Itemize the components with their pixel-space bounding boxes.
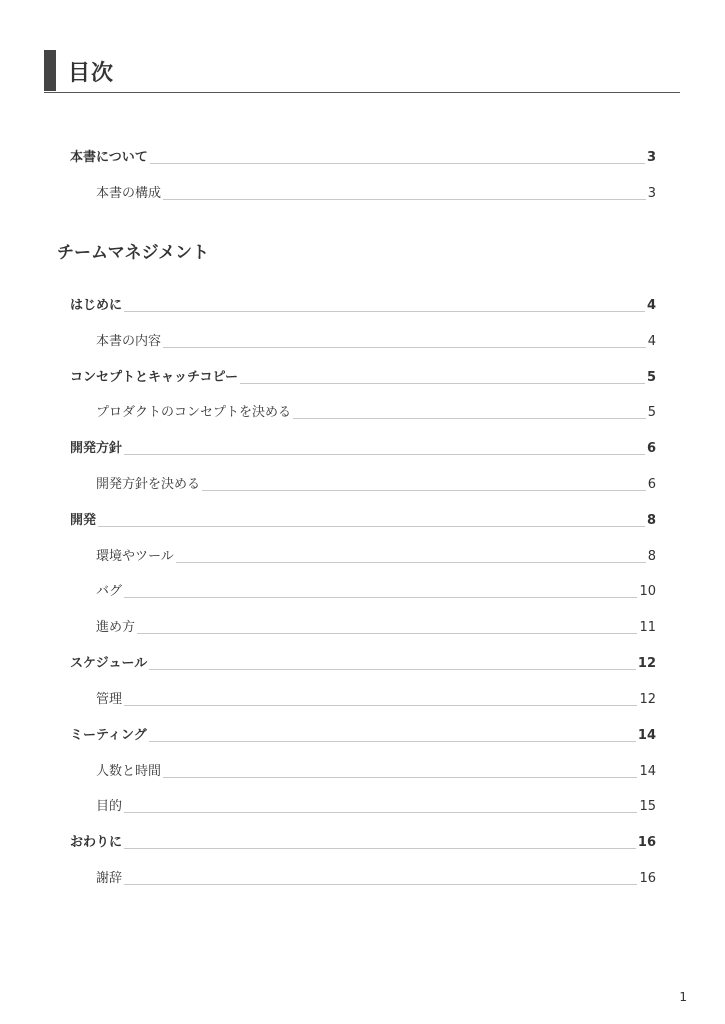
- toc-entry-page: 16: [639, 871, 656, 886]
- toc-entry-label: 管理: [96, 692, 123, 707]
- toc-entry-main[interactable]: [70, 368, 656, 386]
- part-heading: チームマネジメント: [57, 243, 210, 263]
- toc-entry-main[interactable]: [70, 511, 656, 529]
- toc-entry-label: スケジュール: [70, 656, 148, 671]
- toc-entry-label: 本書について: [70, 150, 148, 165]
- toc-entry-page: 14: [639, 764, 656, 779]
- dot-leader: [124, 597, 637, 598]
- dot-leader: [137, 633, 637, 634]
- toc-entry-label: バグ: [96, 584, 123, 599]
- toc-entry-page: 4: [647, 334, 656, 349]
- toc-entry-main[interactable]: [70, 654, 656, 672]
- toc-entry-page: 8: [646, 513, 656, 528]
- toc-entry-page: 12: [639, 692, 656, 707]
- toc-entry-sub[interactable]: [96, 762, 656, 780]
- dot-leader: [149, 669, 636, 670]
- dot-leader: [150, 163, 645, 164]
- toc-title-block: [44, 50, 680, 93]
- toc-entry-page: 5: [647, 405, 656, 420]
- toc-entry-main[interactable]: [70, 296, 656, 314]
- dot-leader: [163, 347, 646, 348]
- dot-leader: [176, 562, 646, 563]
- dot-leader: [124, 848, 636, 849]
- toc-entry-page: 3: [647, 186, 656, 201]
- page-number: 1: [679, 990, 687, 1004]
- toc-entry-label: 環境やツール: [96, 549, 174, 564]
- toc-entry-page: 5: [646, 370, 656, 385]
- toc-entry-main[interactable]: [70, 148, 656, 166]
- toc-entry-sub[interactable]: [96, 582, 656, 600]
- toc-entry-page: 12: [637, 656, 656, 671]
- toc-entry-label: 本書の構成: [96, 186, 162, 201]
- dot-leader: [163, 777, 637, 778]
- toc-entry-page: 14: [637, 728, 656, 743]
- dot-leader: [124, 311, 645, 312]
- toc-entry-sub[interactable]: [96, 547, 656, 565]
- toc-entry-sub[interactable]: [96, 475, 656, 493]
- toc-entry-label: ミーティング: [70, 728, 147, 743]
- toc-entry-main[interactable]: [70, 833, 656, 851]
- toc-entry-label: 目的: [96, 799, 123, 814]
- toc-entry-label: 進め方: [96, 620, 136, 635]
- toc-entry-label: はじめに: [70, 298, 123, 313]
- toc-entry-sub[interactable]: [96, 184, 656, 202]
- dot-leader: [124, 454, 645, 455]
- toc-entry-page: 16: [637, 835, 656, 850]
- toc-entry-page: 6: [646, 441, 656, 456]
- dot-leader: [293, 418, 646, 419]
- toc-entry-label: 本書の内容: [96, 334, 162, 349]
- title-accent-bar: [44, 50, 56, 91]
- dot-leader: [240, 383, 645, 384]
- toc-entry-label: 開発方針: [70, 441, 123, 456]
- toc-entry-main[interactable]: [70, 726, 656, 744]
- toc-entry-page: 6: [647, 477, 656, 492]
- toc-entry-page: 4: [646, 298, 656, 313]
- toc-entry-label: 謝辞: [96, 871, 123, 886]
- toc-entry-label: 開発方針を決める: [96, 477, 201, 492]
- toc-entry-label: 人数と時間: [96, 764, 162, 779]
- toc-entry-sub[interactable]: [96, 869, 656, 887]
- toc-entry-sub[interactable]: [96, 618, 656, 636]
- toc-entry-label: コンセプトとキャッチコピー: [70, 370, 238, 385]
- toc-entry-page: 10: [639, 584, 656, 599]
- toc-entry-page: 15: [639, 799, 656, 814]
- toc-entry-label: おわりに: [70, 835, 123, 850]
- dot-leader: [124, 705, 637, 706]
- toc-entry-sub[interactable]: [96, 797, 656, 815]
- dot-leader: [202, 490, 646, 491]
- toc-entry-sub[interactable]: [96, 403, 656, 421]
- toc-entry-label: 開発: [70, 513, 97, 528]
- dot-leader: [124, 884, 637, 885]
- page-title: 目次: [68, 61, 115, 86]
- toc-entry-sub[interactable]: [96, 690, 656, 708]
- dot-leader: [98, 526, 645, 527]
- dot-leader: [124, 812, 637, 813]
- toc-entry-label: プロダクトのコンセプトを決める: [96, 405, 292, 420]
- toc-entry-page: 8: [647, 549, 656, 564]
- toc-entry-page: 11: [639, 620, 656, 635]
- toc-entry-main[interactable]: [70, 439, 656, 457]
- toc-entry-page: 3: [646, 150, 656, 165]
- dot-leader: [163, 199, 646, 200]
- dot-leader: [149, 741, 636, 742]
- toc-entry-sub[interactable]: [96, 332, 656, 350]
